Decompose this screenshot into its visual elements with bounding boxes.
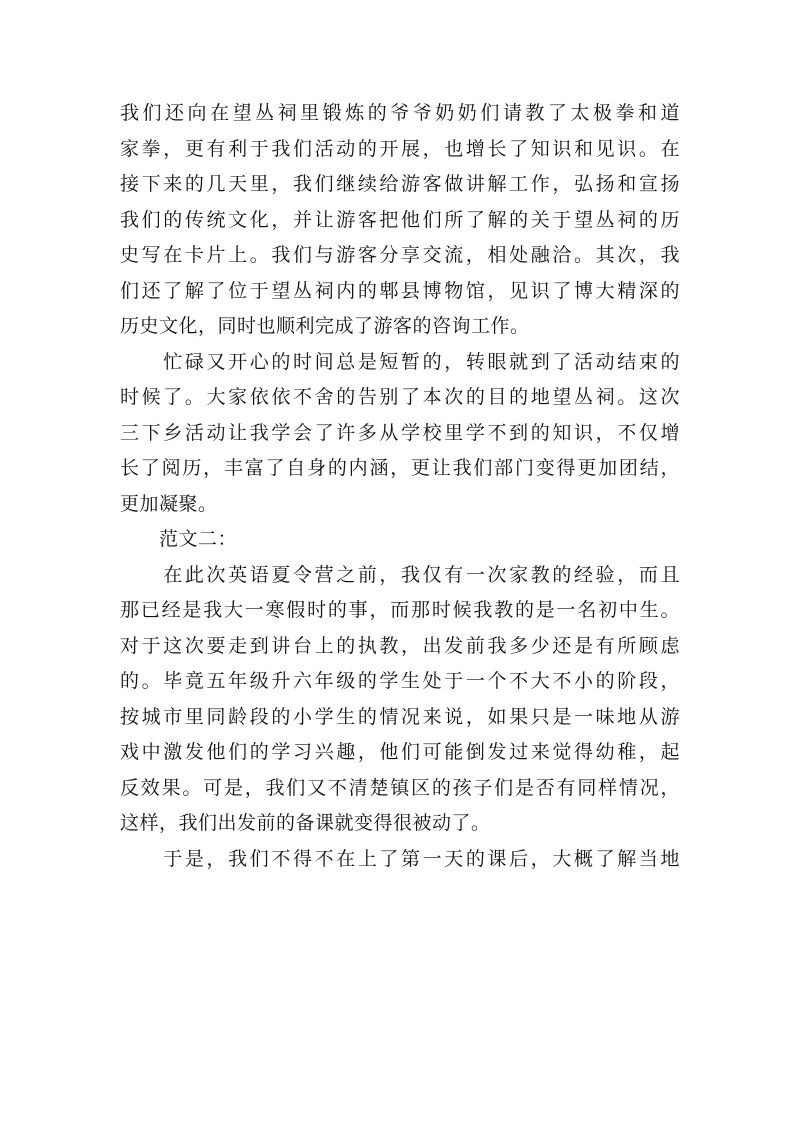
- text-line-21: 这样，我们出发前的备课就变得很被动了。: [120, 812, 491, 834]
- text-line-19: 戏中激发他们的学习兴趣，他们可能倒发过来觉得幼稚，起: [120, 741, 680, 763]
- text-line-6: 们还了解了位于望丛祠内的郫县博物馆，见识了博大精深的: [120, 279, 680, 302]
- section-heading: 范文二：: [120, 528, 238, 550]
- text-line-16: 对于这次要走到讲台上的执教，出发前我多少还是有所顾虑: [120, 634, 680, 657]
- text-line-20: 反效果。可是，我们又不清楚镇区的孩子们是否有同样情况，: [120, 776, 680, 799]
- text-line-17: 的。毕竟五年级升六年级的学生处于一个不大不小的阶段，: [120, 670, 680, 692]
- text-line-22: 于是，我们不得不在上了第一天的课后，大概了解当地: [120, 847, 680, 870]
- text-line-11: 长了阅历，丰富了自身的内涵，更让我们部门变得更加团结，: [120, 457, 680, 479]
- text-line-18: 按城市里同龄段的小学生的情况来说，如果只是一味地从游: [120, 705, 680, 728]
- document-body: [120, 96, 680, 877]
- text-line-14: 在此次英语夏令营之前，我仅有一次家教的经验，而且: [120, 563, 680, 586]
- text-line-12: 更加凝聚。: [120, 492, 218, 515]
- text-line-1: 我们还向在望丛祠里锻炼的爷爷奶奶们请教了太极拳和道: [120, 102, 680, 124]
- text-line-15: 那已经是我大一寒假时的事，而那时候我教的是一名初中生。: [120, 599, 680, 621]
- text-line-5: 史写在卡片上。我们与游客分享交流，相处融洽。其次，我: [120, 244, 680, 266]
- text-line-4: 我们的传统文化，并让游客把他们所了解的关于望丛祠的历: [120, 208, 680, 231]
- text-line-2: 家拳，更有利于我们活动的开展，也增长了知识和见识。在: [120, 137, 680, 160]
- text-line-9: 时候了。大家依依不舍的告别了本次的目的地望丛祠。这次: [120, 386, 680, 408]
- text-line-10: 三下乡活动让我学会了许多从学校里学不到的知识，不仅增: [120, 421, 680, 444]
- text-line-8: 忙碌又开心的时间总是短暂的，转眼就到了活动结束的: [120, 350, 680, 373]
- text-line-3: 接下来的几天里，我们继续给游客做讲解工作，弘扬和宣扬: [120, 173, 680, 195]
- text-line-7: 历史文化，同时也顺利完成了游客的咨询工作。: [120, 315, 530, 337]
